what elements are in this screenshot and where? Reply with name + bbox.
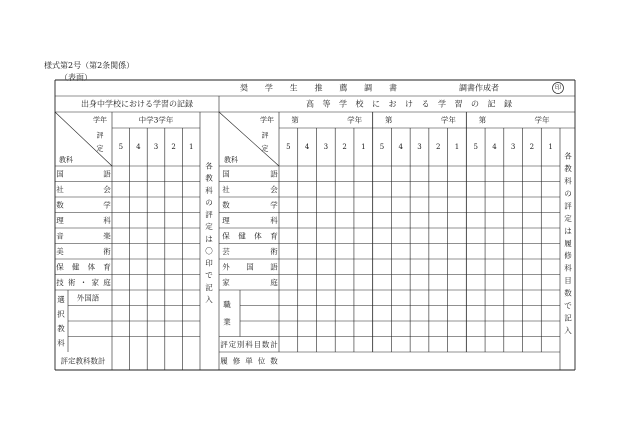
hs-score-header: 5 <box>473 143 478 151</box>
jh-subject-char: 科 <box>103 215 111 225</box>
hs-note-char: は <box>564 226 572 236</box>
hs-grade-prefix: 第 <box>478 115 487 125</box>
hs-subject-char: 語 <box>270 169 278 179</box>
jh-subject-char: 社 <box>56 184 64 194</box>
jh-subject-char: 数 <box>56 200 64 210</box>
hs-section-title-char: 学 <box>438 99 446 109</box>
hs-score-header: 2 <box>529 143 535 151</box>
jh-subject-char: 庭 <box>103 277 111 287</box>
jh-note-char: 科 <box>205 185 213 195</box>
hs-count-label: 計 <box>270 339 278 349</box>
form-title-char: 薦 <box>339 83 348 93</box>
hs-subject-char: 保 <box>222 231 230 241</box>
hs-note-char: 各 <box>564 151 572 161</box>
jh-subject-char: 会 <box>103 184 111 194</box>
jh-score-header: 4 <box>136 143 141 151</box>
jh-elective-char: 科 <box>57 338 65 348</box>
form-title-char: 生 <box>289 83 298 93</box>
hs-grade-prefix: 第 <box>384 115 393 125</box>
hs-score-header: 3 <box>417 143 422 151</box>
hs-note-char: の <box>564 189 572 199</box>
hs-subject-char: 庭 <box>270 277 278 287</box>
hs-score-header: 5 <box>286 143 291 151</box>
jh-subject-label: 教科 <box>59 156 73 164</box>
hs-vocational-char: 職 <box>223 300 231 310</box>
hs-grade-prefix: 第 <box>291 115 299 125</box>
jh-subject-char: 体 <box>87 262 96 272</box>
jh-score-header: 2 <box>171 143 176 151</box>
jh-note-char: 印 <box>205 258 213 268</box>
jh-note-char: 〇 <box>205 246 213 256</box>
hs-note-char: 記 <box>564 313 572 323</box>
hs-note-char: 科 <box>564 176 572 186</box>
hs-section-title-char: け <box>405 99 413 109</box>
hs-grade-label: 学年 <box>260 116 274 124</box>
jh-note-char: 記 <box>205 282 213 292</box>
hs-subject-char: 会 <box>270 184 278 194</box>
hs-section-title-char: 録 <box>504 99 512 109</box>
jh-subject-char: 健 <box>71 262 80 272</box>
hs-vocational-char: 業 <box>223 317 231 327</box>
form-number: 様式第2号（第2条関係） <box>44 61 135 70</box>
hs-units-label: 履 <box>220 356 228 366</box>
hs-score-header: 1 <box>548 143 553 151</box>
jh-note-char: は <box>205 234 213 244</box>
hs-score-header: 5 <box>379 143 385 151</box>
hs-note-char: 修 <box>564 251 572 261</box>
hs-subject-char: 国 <box>222 169 230 179</box>
hs-note-char: 目 <box>564 276 572 286</box>
jh-note-char: 各 <box>205 161 213 171</box>
hs-subject-char: 家 <box>222 277 230 287</box>
hs-note-char: 教 <box>564 164 572 174</box>
jh-foreign-language: 外国語 <box>76 293 100 303</box>
hs-section-title-char: 習 <box>454 99 463 109</box>
jh-note-char: で <box>205 270 213 280</box>
hs-score-header: 1 <box>361 143 366 151</box>
hs-score-header: 4 <box>492 143 497 151</box>
jh-subject-char: 家 <box>91 277 99 287</box>
hs-subject-char: 健 <box>238 231 246 241</box>
hs-note-char: で <box>564 300 572 310</box>
hs-count-label: 定 <box>228 339 237 349</box>
jh-subject-char: 音 <box>56 231 64 241</box>
jh-score-header: 3 <box>153 143 159 151</box>
hs-subject-char: 外 <box>222 262 230 272</box>
jh-subject-char: 育 <box>103 262 111 272</box>
jh-section-title: 出身中学校における学習の記録 <box>81 99 193 109</box>
hs-section-title-char: る <box>421 99 430 109</box>
jh-grade-name: 中学3学年 <box>138 115 174 125</box>
hs-grade-suffix: 学年 <box>534 115 550 125</box>
hs-note-char: 入 <box>564 325 572 335</box>
jh-note-char: 定 <box>205 222 213 232</box>
hs-score-header: 1 <box>454 143 460 151</box>
jh-note-char: 評 <box>205 210 213 220</box>
hs-count-label: 別 <box>236 339 245 349</box>
hs-subject-char: 理 <box>222 215 230 225</box>
hs-units-label: 修 <box>232 356 241 366</box>
hs-subject-char: 社 <box>222 184 230 194</box>
jh-subject-char: 術 <box>103 246 111 256</box>
jh-grade-label: 学年 <box>93 116 107 124</box>
jh-subject-char: 国 <box>56 169 64 179</box>
hs-score-header: 4 <box>304 143 310 151</box>
jh-note-char: の <box>205 197 213 207</box>
hs-section-title-char: の <box>471 99 479 109</box>
hs-section-title-char: 校 <box>355 99 364 109</box>
hs-units-label: 数 <box>270 356 278 366</box>
jh-subject-char: ・ <box>79 277 88 287</box>
hs-subject-char: 術 <box>270 246 278 256</box>
hs-units-label: 単 <box>245 356 253 366</box>
hs-grade-suffix: 学年 <box>347 115 363 125</box>
jh-subject-char: 理 <box>56 215 64 225</box>
hs-subject-char: 体 <box>254 231 262 241</box>
hs-subject-char: 芸 <box>222 246 230 256</box>
form-title-char: 学 <box>264 83 273 93</box>
jh-score-header: 1 <box>188 143 194 151</box>
hs-score-header: 3 <box>323 143 329 151</box>
hs-subject-char: 数 <box>222 200 230 210</box>
jh-eval-char: 評 <box>96 131 104 140</box>
hs-score-header: 2 <box>342 143 347 151</box>
hs-units-label: 位 <box>257 356 266 366</box>
jh-eval-char: 定 <box>96 144 104 153</box>
hs-grade-suffix: 学年 <box>440 115 456 125</box>
hs-section-title-char: お <box>388 99 397 109</box>
hs-score-header: 3 <box>510 143 516 151</box>
jh-elective-char: 教 <box>57 323 65 333</box>
hs-eval-char: 定 <box>261 144 269 153</box>
form-title-char: 書 <box>389 83 397 93</box>
form-title-char: 奨 <box>240 83 248 93</box>
jh-score-header: 5 <box>118 143 124 151</box>
hs-note-char: 科 <box>564 263 572 273</box>
hs-score-header: 2 <box>435 143 441 151</box>
jh-subject-char: 技 <box>56 277 64 287</box>
hs-subject-label: 教科 <box>224 156 238 164</box>
hs-section-title-char: 学 <box>339 99 347 109</box>
hs-section-title-char: に <box>372 99 380 109</box>
jh-note-char: 入 <box>205 294 213 304</box>
hs-note-char: 定 <box>564 213 572 223</box>
jh-subject-char: 術 <box>68 277 76 287</box>
hs-section-title-char: 等 <box>322 99 331 109</box>
hs-note-char: 評 <box>564 201 572 211</box>
hs-section-title-char: 記 <box>487 99 496 109</box>
hs-subject-char: 語 <box>270 262 278 272</box>
hs-count-label: 目 <box>253 339 262 349</box>
hs-count-label: 科 <box>245 339 253 349</box>
hs-count-label: 評 <box>220 339 228 349</box>
hs-note-char: 履 <box>564 238 572 248</box>
jh-elective-char: 選 <box>57 294 65 304</box>
hs-subject-char: 国 <box>246 262 254 272</box>
hs-score-header: 4 <box>398 143 404 151</box>
hs-section-title-char: 高 <box>306 99 314 109</box>
hs-subject-char: 科 <box>270 215 278 225</box>
form-title-char: 調 <box>364 83 373 93</box>
jh-elective-char: 択 <box>57 309 65 319</box>
hs-eval-char: 評 <box>261 131 269 140</box>
jh-subject-char: 美 <box>56 246 64 256</box>
jh-subject-char: 楽 <box>103 231 111 241</box>
hs-subject-char: 学 <box>270 200 278 210</box>
seal-mark: 印 <box>554 84 562 92</box>
jh-subject-char: 保 <box>56 262 64 272</box>
hs-count-label: 数 <box>261 339 270 349</box>
hs-subject-char: 育 <box>270 231 278 241</box>
jh-total-label: 評定教科数計 <box>60 356 106 366</box>
side-label: （表面） <box>60 73 92 82</box>
jh-subject-char: 学 <box>103 200 111 210</box>
hs-note-char: 数 <box>564 288 572 298</box>
jh-subject-char: 語 <box>103 169 111 179</box>
author-label: 調書作成者 <box>459 83 499 93</box>
form-title-char: 推 <box>314 83 323 93</box>
jh-note-char: 教 <box>205 173 213 183</box>
